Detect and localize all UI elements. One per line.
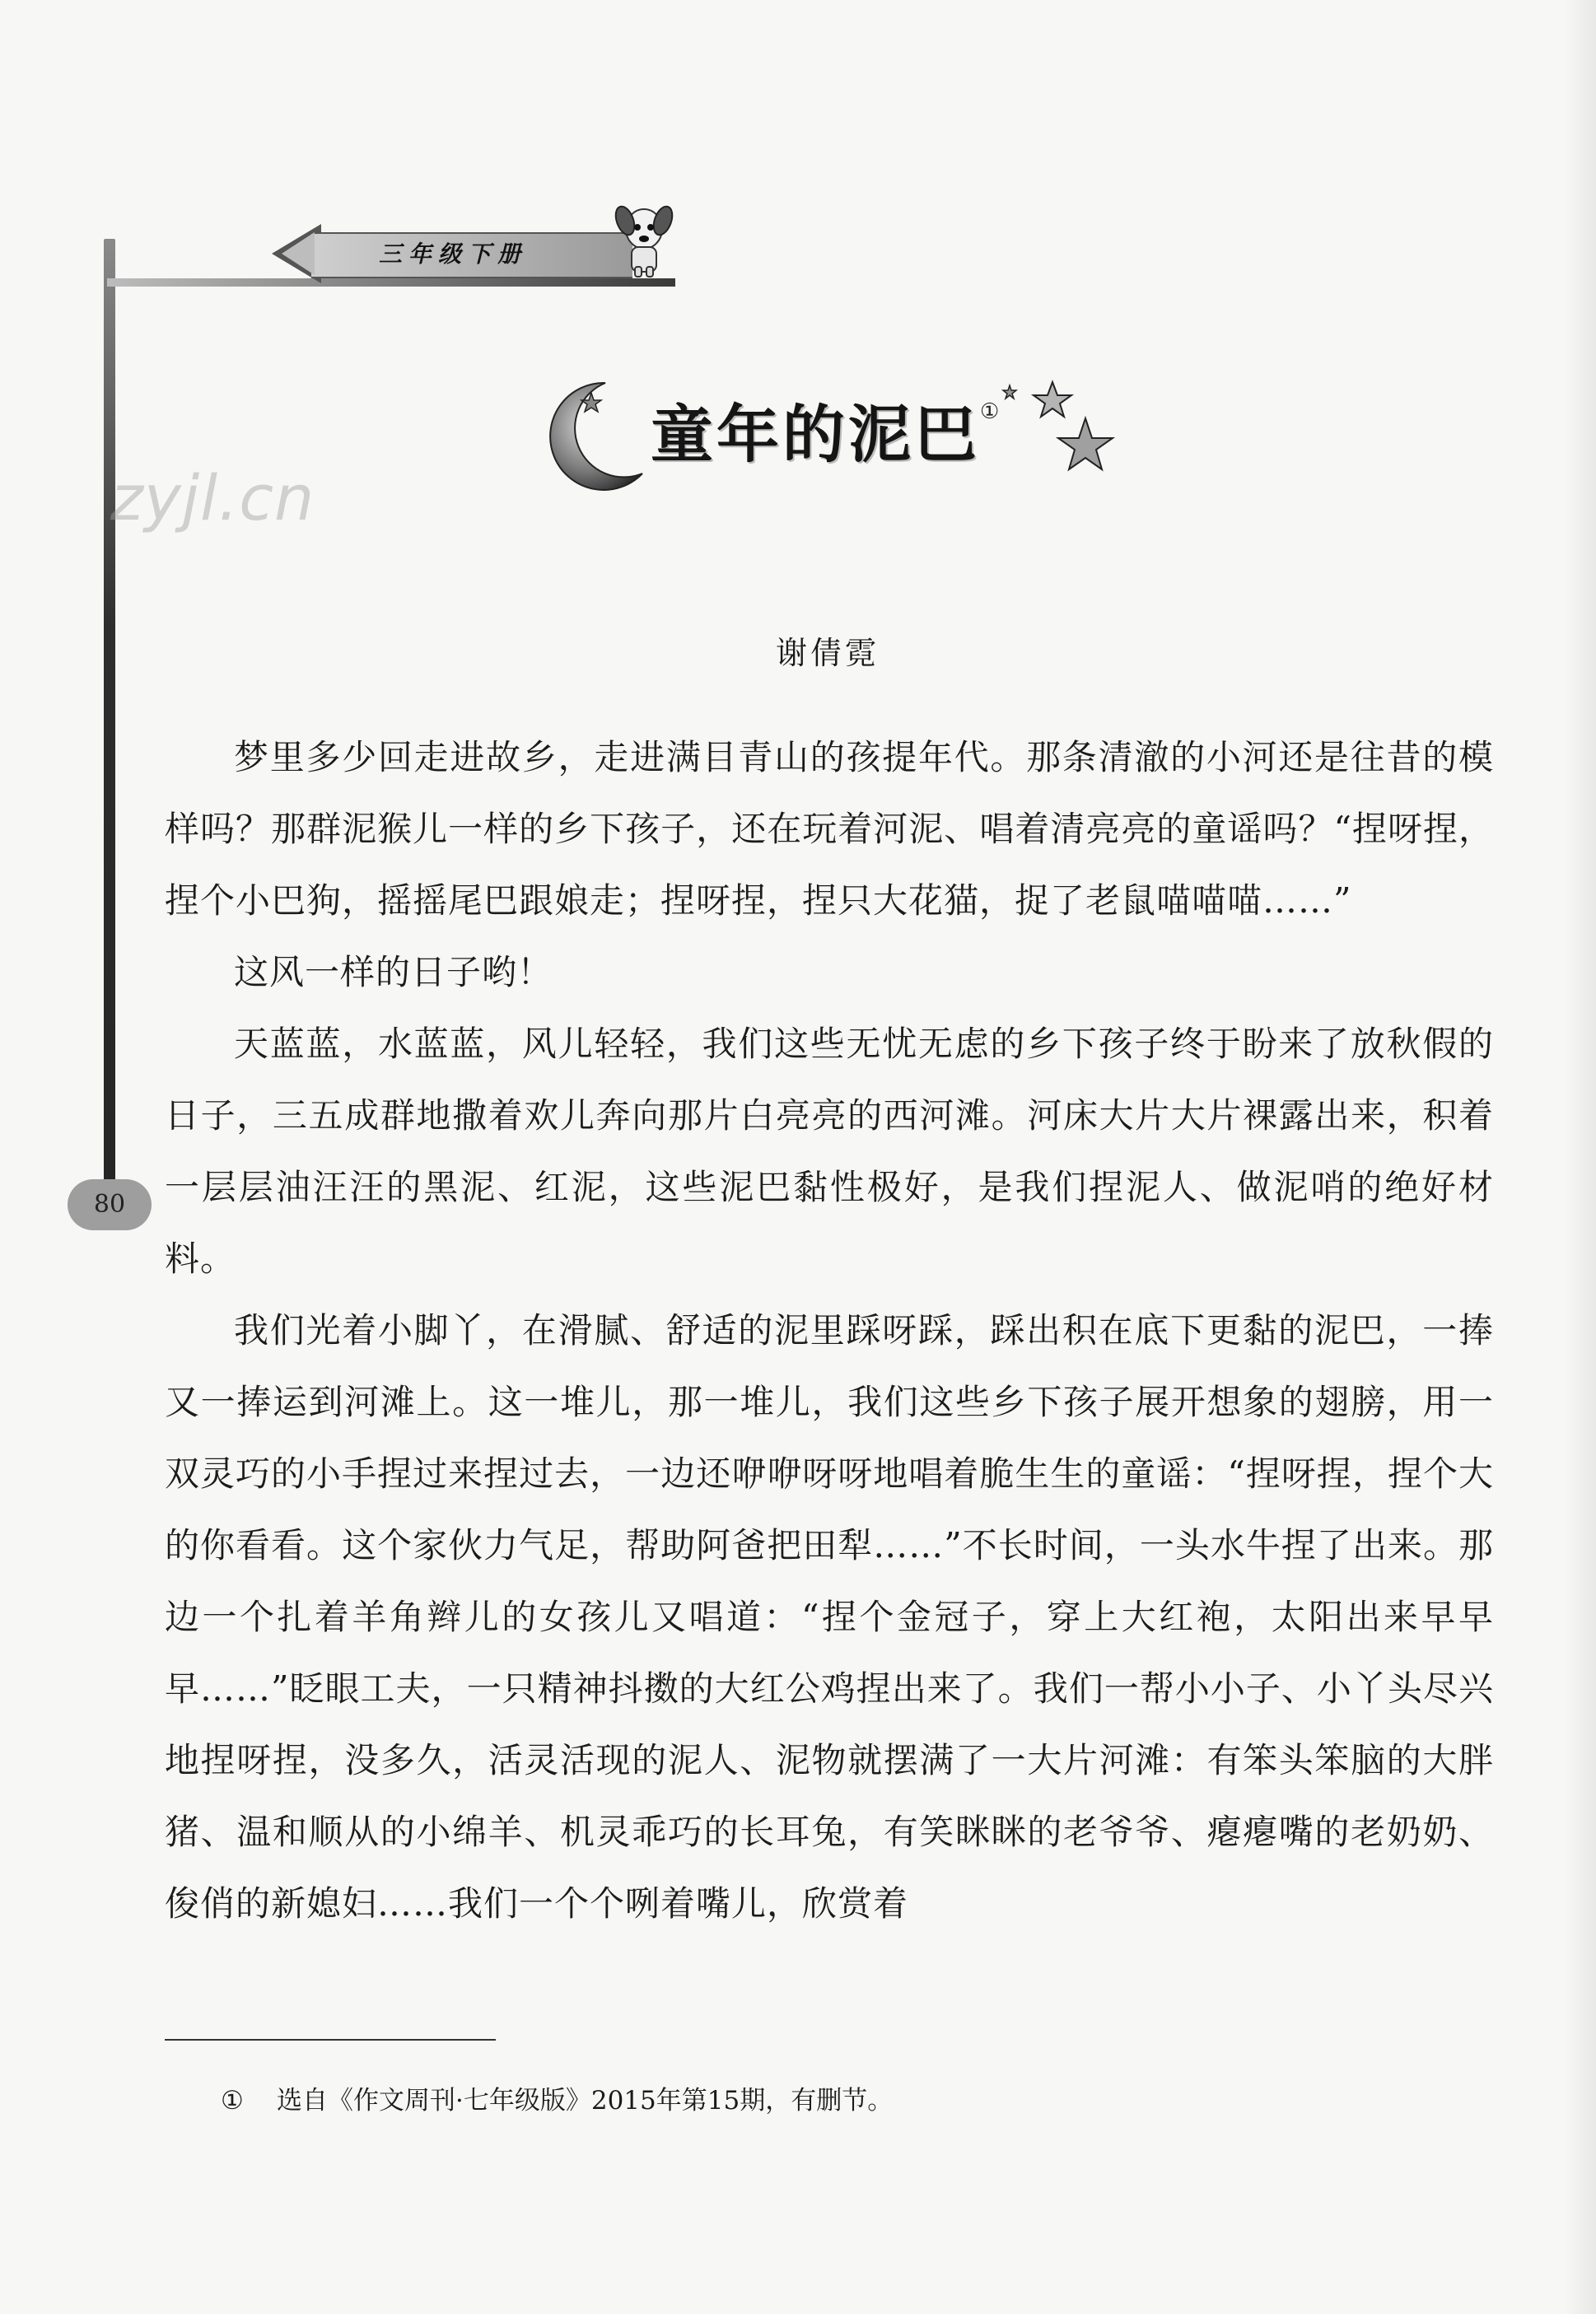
page-edge-shadow xyxy=(1563,0,1596,2314)
footnote xyxy=(221,2079,893,2116)
footnote-mark: ① xyxy=(221,2086,244,2116)
paragraph: 这风一样的日子哟！ xyxy=(234,952,553,992)
margin-vertical-bar xyxy=(104,239,115,1211)
paragraph: 天蓝蓝，水蓝蓝，风儿轻轻，我们这些无忧无虑的乡下孩子终于盼来了放秋假的日子，三五成群地撒着欢儿奔向那片白亮亮的西河滩。河床大片大片裸露出来，积着一层层油汪汪的黑泥、红泥，这些泥巴黏性极好，是我们捏泥人、做泥哨的绝好材料。 xyxy=(165,1024,1494,1279)
stars-icon xyxy=(996,371,1128,502)
grade-label: 三年级下册 xyxy=(379,240,528,268)
article-author: 谢倩霓 xyxy=(775,635,880,671)
title-footnote-mark: ① xyxy=(980,399,1000,424)
crescent-moon-icon xyxy=(527,375,651,498)
header-rule xyxy=(107,278,675,287)
paragraph: 我们光着小脚丫，在滑腻、舒适的泥里踩呀踩，踩出积在底下更黏的泥巴，一捧又一捧运到河滩上。这一堆儿，那一堆儿，我们这些乡下孩子展开想象的翅膀，用一双灵巧的小手捏过来捏过去，一边还咿咿呀呀地唱着脆生生的童谣：“捏呀捏，捏个大的你看看。这个家伙力气足，帮助阿爸把田犁……”不长时间，一头水牛捏了出来。那边一个扎着羊角辫儿的女孩儿又唱道：“捏个金冠子，穿上大红袍，太阳出来早早早……”眨眼工夫，一只精神抖擞的大红公鸡捏出来了。我们一帮小小子、小丫头尽兴地捏呀捏，没多久，活灵活现的泥人、泥物就摆满了一大片河滩：有笨头笨脑的大胖猪、温和顺从的小绵羊、机灵乖巧的长耳兔，有笑眯眯的老爷爷、瘪瘪嘴的老奶奶、俊俏的新媳妇……我们一个个咧着嘴儿，欣赏着 xyxy=(165,1310,1494,1924)
puppy-icon xyxy=(614,196,674,278)
footnote-text: 选自《作文周刊·七年级版》2015年第15期，有删节。 xyxy=(277,2086,894,2116)
watermark-text: zyjl.cn xyxy=(110,461,315,534)
article-title: 童年的泥巴 xyxy=(651,398,980,471)
footnote-rule xyxy=(165,2039,496,2041)
header-arrow-inner-icon xyxy=(282,232,315,275)
page-number-badge: 80 xyxy=(68,1179,152,1230)
article-body xyxy=(165,721,1494,1939)
paragraph: 梦里多少回走进故乡，走进满目青山的孩提年代。那条清澈的小河还是往昔的模样吗？那群泥猴儿一样的乡下孩子，还在玩着河泥、唱着清亮亮的童谣吗？“捏呀捏，捏个小巴狗，摇摇尾巴跟娘走；捏呀捏，捏只大花猫，捉了老鼠喵喵喵……” xyxy=(165,737,1494,921)
